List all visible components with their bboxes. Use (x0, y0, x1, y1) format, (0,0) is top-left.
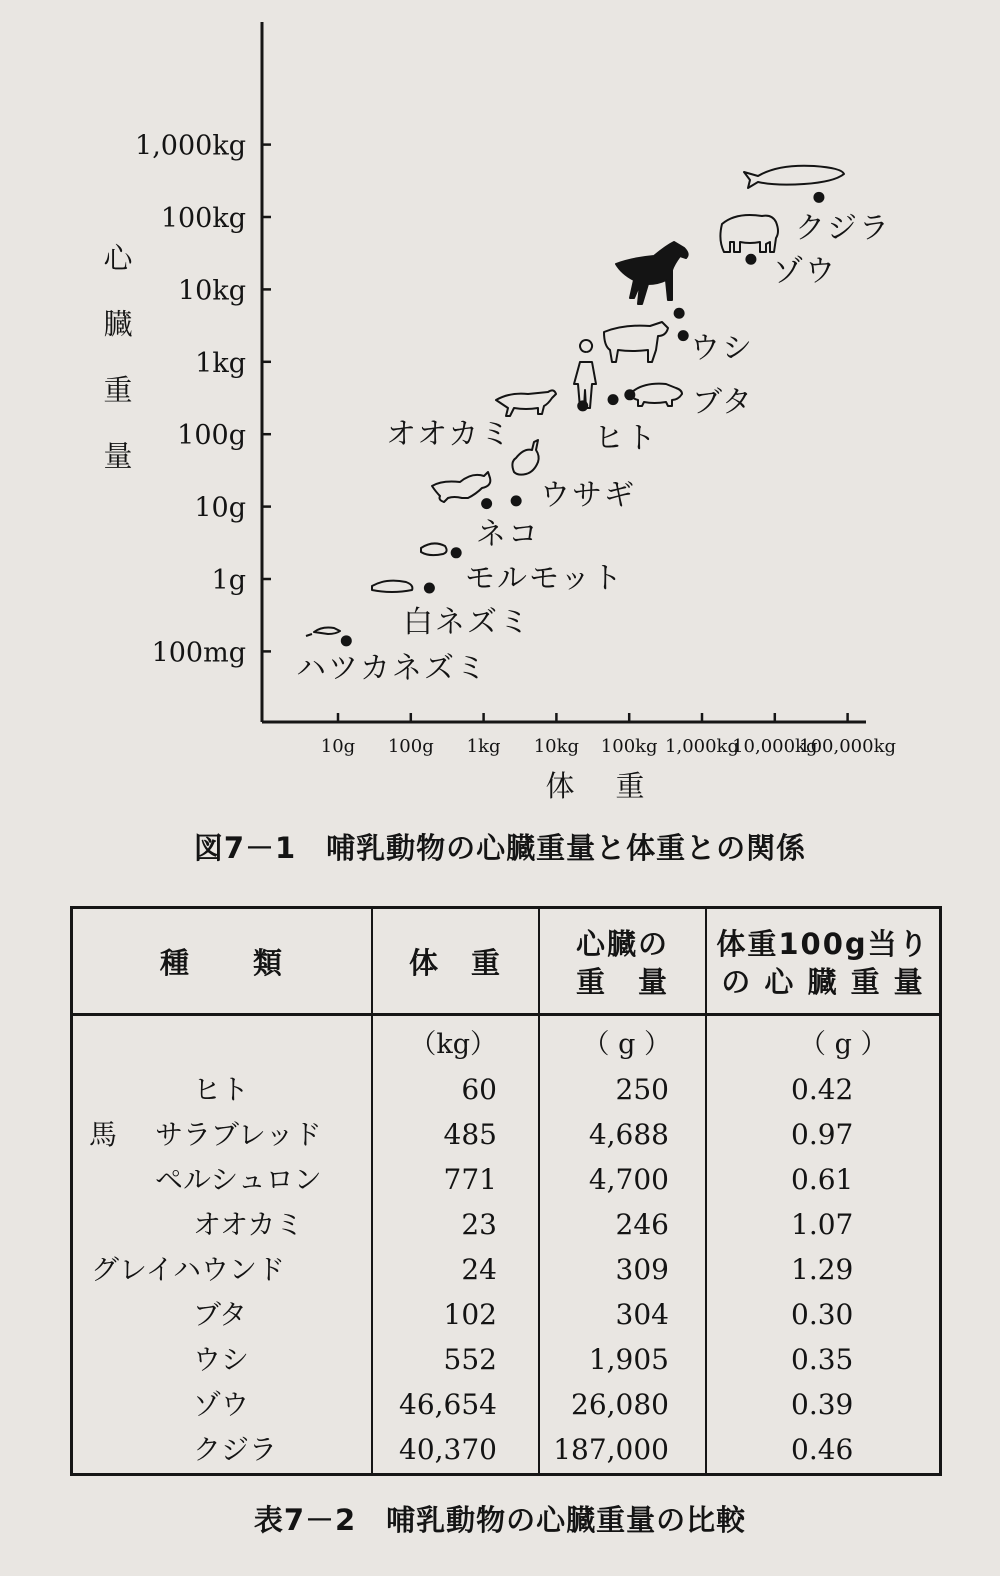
body-weight-value: 485 (443, 1118, 497, 1151)
point-label: ブタ (692, 385, 754, 420)
y-tick-label: 1,000kg (135, 130, 246, 162)
cat-icon (432, 472, 490, 502)
chart-axes (262, 22, 866, 722)
header-heart-weight (540, 909, 705, 1017)
x-tick-label: 10kg (533, 736, 580, 757)
y-axis-label-char: 臓 (103, 307, 133, 341)
species-name: グレイハウンド (91, 1253, 286, 1286)
y-tick-label: 10kg (177, 275, 246, 307)
point-label: モルモット (465, 561, 625, 596)
point-label: ゾウ (773, 254, 837, 289)
x-tick-label: 10g (320, 736, 356, 757)
horse-icon (616, 242, 688, 304)
heart-weight-value: 246 (615, 1208, 669, 1241)
heart-weight-value: 1,905 (588, 1343, 669, 1376)
header-heart-weight-line2: 重 量 (575, 965, 669, 999)
data-point (674, 308, 685, 319)
header-ratio-line2: の 心 臓 重 量 (721, 965, 925, 999)
species-name: ゾウ (193, 1388, 250, 1421)
y-axis-label-char: 重 (103, 373, 133, 407)
table-number: 表7－2 (253, 1503, 357, 1537)
data-point (813, 192, 824, 203)
rat-icon (372, 581, 412, 592)
header-body-weight: 体 重 (408, 946, 502, 980)
mouse-icon (306, 628, 340, 637)
unit-ratio: （ g ） (799, 1029, 888, 1060)
guinea-pig-icon (421, 543, 447, 555)
y-axis-label-char: 量 (103, 439, 133, 473)
human-icon (574, 340, 596, 408)
body-weight-value: 102 (443, 1298, 497, 1331)
body-weight-value: 771 (443, 1163, 497, 1196)
species-name: ペルシュロン (155, 1163, 322, 1196)
y-axis-label-char: 心 (103, 241, 133, 275)
elephant-icon (720, 215, 778, 252)
data-point (608, 394, 619, 405)
ratio-value: 1.29 (791, 1253, 854, 1286)
point-label: オオカミ (386, 417, 513, 452)
ratio-value: 0.30 (791, 1298, 854, 1331)
heart-weight-value: 304 (615, 1298, 669, 1331)
ratio-value: 0.61 (791, 1163, 854, 1196)
y-tick-label: 1g (211, 565, 246, 596)
body-weight-value: 46,654 (399, 1388, 497, 1421)
ratio-value: 1.07 (791, 1208, 854, 1241)
x-tick-label: 10,000kg (732, 736, 818, 757)
heart-weight-value: 4,700 (588, 1163, 669, 1196)
body-weight-value: 24 (461, 1253, 497, 1286)
x-tick-label: 1kg (466, 736, 501, 757)
table-row (73, 1247, 939, 1292)
table-row (73, 1292, 939, 1337)
body-weight-value: 40,370 (399, 1433, 497, 1466)
figure-number: 図7－1 (193, 831, 297, 865)
point-label: ハツカネズミ (296, 651, 488, 686)
table-row (73, 1382, 939, 1427)
figure-title: 哺乳動物の心臓重量と体重との関係 (326, 831, 807, 865)
species-name: オオカミ (193, 1208, 304, 1241)
heart-weight-value: 4,688 (588, 1118, 669, 1151)
x-tick-label: 100g (387, 736, 434, 757)
y-tick-label: 100mg (151, 637, 246, 669)
whale-icon (744, 166, 844, 188)
data-point (451, 547, 462, 558)
table-row (73, 1112, 939, 1157)
x-tick-label: 1,000kg (665, 736, 739, 757)
header-heart-weight-line1: 心臓の (575, 927, 669, 961)
wolf-icon (496, 390, 556, 416)
x-axis-label: 体 重 (545, 769, 651, 803)
heart-weight-value: 187,000 (553, 1433, 669, 1466)
data-point (511, 495, 522, 506)
group-label-horse: 馬 (89, 1118, 118, 1151)
table-row (73, 1157, 939, 1202)
ratio-value: 0.39 (791, 1388, 854, 1421)
body-weight-value: 23 (461, 1208, 497, 1241)
species-name: ヒト (193, 1073, 250, 1106)
species-name: ブタ (193, 1298, 248, 1331)
y-tick-label: 10g (194, 492, 246, 524)
y-tick-label: 100g (177, 420, 246, 452)
data-point (577, 400, 588, 411)
point-label: ヒト (594, 421, 658, 456)
heart-weight-value: 309 (615, 1253, 669, 1286)
data-point (624, 389, 635, 400)
heart-weight-value: 26,080 (571, 1388, 669, 1421)
y-tick-label: 100kg (160, 203, 246, 234)
y-tick-label: 1kg (195, 347, 246, 379)
table-row (73, 1202, 939, 1247)
pig-icon (632, 384, 682, 406)
table-title: 哺乳動物の心臓重量の比較 (386, 1503, 747, 1537)
table-row (73, 1427, 939, 1472)
x-tick-label: 100,000kg (799, 736, 897, 757)
point-label: 白ネズミ (403, 605, 531, 640)
ratio-value: 0.42 (791, 1073, 854, 1106)
ratio-value: 0.46 (791, 1433, 854, 1466)
comparison-table (70, 906, 942, 1476)
data-point (424, 583, 435, 594)
cow-icon (604, 322, 668, 362)
table-caption (0, 1498, 1000, 1539)
header-ratio (707, 909, 939, 1017)
body-weight-value: 552 (443, 1343, 497, 1376)
point-label: ウシ (690, 331, 754, 366)
data-point (745, 254, 756, 265)
data-point (341, 635, 352, 646)
point-labels (296, 211, 891, 686)
point-label: クジラ (795, 211, 891, 246)
figure-caption (0, 826, 1000, 867)
header-species: 種 類 (159, 946, 284, 980)
table-row (73, 1067, 939, 1112)
data-point (481, 498, 492, 509)
species-name: サラブレッド (155, 1118, 322, 1151)
unit-heart-weight: （ g ） (582, 1029, 671, 1060)
species-name: クジラ (193, 1433, 278, 1466)
header-ratio-line1: 体重100g当り (716, 927, 930, 961)
point-label: ネコ (476, 517, 540, 552)
species-name: ウシ (193, 1343, 250, 1376)
data-point (678, 330, 689, 341)
heart-weight-value: 250 (615, 1073, 669, 1106)
ratio-value: 0.35 (791, 1343, 854, 1376)
unit-body-weight: （kg） (409, 1029, 497, 1060)
ratio-value: 0.97 (791, 1118, 854, 1151)
x-tick-label: 100kg (600, 736, 658, 757)
point-label: ウサギ (540, 478, 636, 513)
rabbit-icon (512, 440, 538, 475)
table-row (73, 1337, 939, 1382)
body-weight-value: 60 (461, 1073, 497, 1106)
